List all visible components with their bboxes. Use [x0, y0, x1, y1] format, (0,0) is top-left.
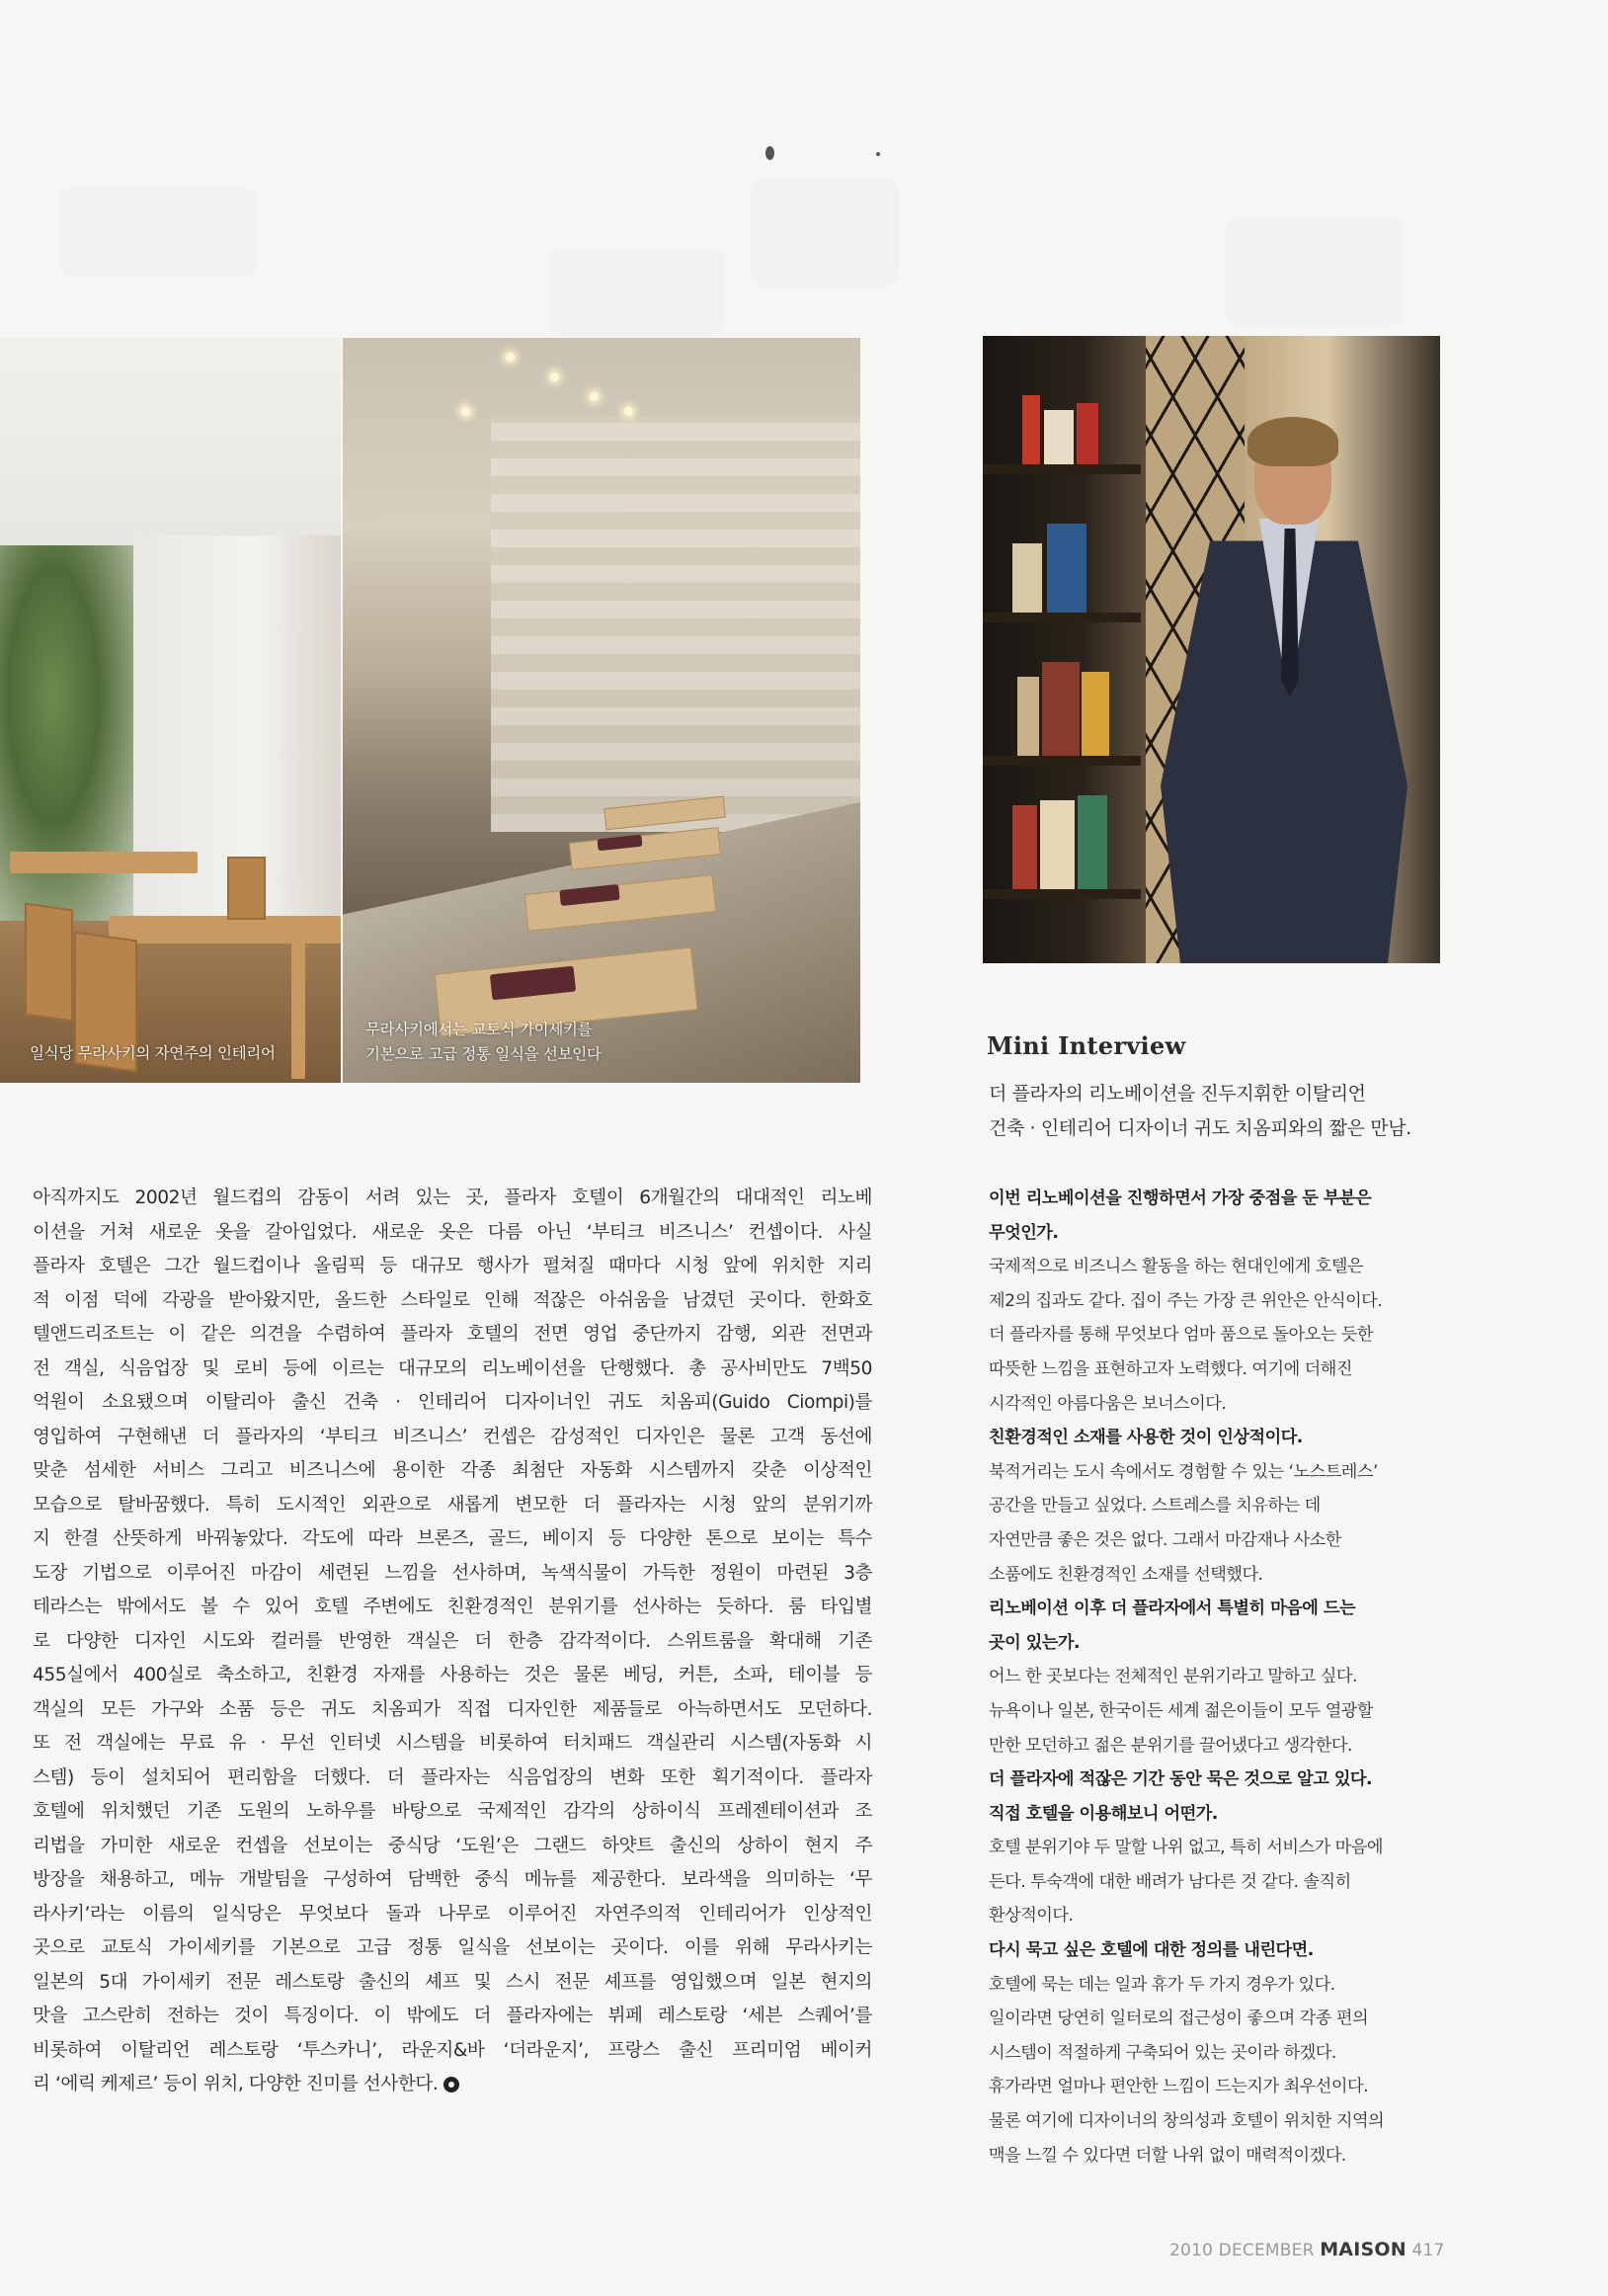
interview-answer: 공간을 만들고 싶었다. 스트레스를 치유하는 데 [989, 1496, 1321, 1517]
photo-ceiling-light [550, 372, 559, 381]
photo-book [1044, 410, 1074, 464]
print-through-shape [751, 178, 899, 287]
sushi-counter-photo [343, 338, 860, 1083]
photo-book [1012, 543, 1042, 613]
print-through-shape [1225, 217, 1403, 326]
photo-book [1017, 677, 1039, 756]
interview-intro-line: 건축 · 인테리어 디자이너 귀도 치옴피와의 짧은 만남. [989, 1117, 1411, 1139]
print-speck [876, 152, 880, 156]
photo-table-leg [291, 931, 305, 1079]
article-line: 리법을 가미한 새로운 컨셉을 선보이는 중식당 ‘도원’은 그랜드 하얏트 출신의 상하이 현지 주 [33, 1835, 873, 1856]
article-line: 맛을 고스란히 전하는 것이 특징이다. 이 밖에도 더 플라자에는 뷔페 레스토랑 ‘세븐 스퀘어’를 [33, 2006, 872, 2026]
photo-shelf [983, 613, 1141, 622]
interview-answer: 제2의 집과도 같다. 집이 주는 가장 큰 위안은 안식이다. [989, 1290, 1383, 1311]
article-line: 리 ‘에릭 케제르’ 등이 위치, 다양한 진미를 선사한다. [33, 2074, 439, 2094]
interview-answer: 북적거리는 도시 속에서도 경험할 수 있는 ‘노스트레스’ [989, 1461, 1378, 1482]
interview-answer: 시스템이 적절하게 구축되어 있는 곳이라 하겠다. [989, 2042, 1336, 2063]
article-line: 호텔에 위치했던 기존 도원의 노하우를 바탕으로 국제적인 감각의 상하이식 프레젠테이션과 조 [33, 1801, 872, 1822]
folio-date: 2010 DECEMBER [1169, 2241, 1315, 2260]
article-line: 테라스는 밖에서도 볼 수 있어 호텔 주변에도 친환경적인 분위기를 선사하는 듯하다. 룸 타입별 [33, 1597, 872, 1617]
interview-answer: 국제적으로 비즈니스 활동을 하는 현대인에게 호텔은 [989, 1257, 1364, 1277]
interview-qa [989, 1182, 1453, 2173]
article-line: 비롯하여 이탈리언 레스토랑 ‘투스카니’, 라운지&바 ‘더라운지’, 프랑스 출신 프리미엄 베이커 [33, 2039, 872, 2061]
article-last-line [33, 2068, 872, 2102]
interview-answer: 뉴욕이나 일본, 한국이든 세계 젊은이들이 모두 열광할 [989, 1700, 1374, 1721]
photo-shelf [983, 756, 1141, 766]
article-line: 도장 기법으로 이루어진 마감이 세련된 느낌을 선사하며, 녹색식물이 가득한 정원이 마련된 3층 [33, 1562, 872, 1584]
interview-question: 더 플라자에 적잖은 기간 동안 묵은 것으로 알고 있다. [989, 1769, 1373, 1790]
interview-title: Mini Interview [987, 1031, 1186, 1060]
interview-answer: 호텔에 묵는 데는 일과 휴가 두 가지 경우가 있다. [989, 1974, 1335, 1995]
article-line: 곳으로 교토식 가이세키를 기본으로 고급 정통 일식을 선보이는 곳이다. 이를 위해 무라사키는 [33, 1937, 872, 1958]
designer-portrait-photo [983, 336, 1440, 963]
print-speck [765, 146, 774, 160]
photo-table [10, 852, 198, 873]
photo-shelf [983, 889, 1141, 899]
article-line: 아직까지도 2002년 월드컵의 감동이 서려 있는 곳, 플라자 호텔이 6개월간의 대대적인 리노베 [33, 1188, 872, 1208]
interview-answer: 맥을 느낄 수 있다면 더할 나위 없이 매력적이겠다. [989, 2145, 1346, 2166]
interview-answer: 소품에도 친환경적인 소재를 선택했다. [989, 1564, 1263, 1585]
photo-chair [25, 903, 73, 1023]
photo-shelf [983, 464, 1141, 474]
interview-answer: 휴가라면 얼마나 편안한 느낌이 드는지가 최우선이다. [989, 2077, 1369, 2097]
article-body [33, 1182, 872, 2102]
interview-answer: 시각적인 아름다움은 보너스이다. [989, 1393, 1227, 1414]
article-line: 객실의 모든 가구와 소품 등은 귀도 치옴피가 직접 디자인한 제품들로 아늑하면서도 모던하다. [33, 1698, 872, 1720]
interview-question: 리노베이션 이후 더 플라자에서 특별히 마음에 드는 [989, 1599, 1356, 1619]
article-line: 영입하여 구현해낸 더 플라자의 ‘부티크 비즈니스’ 컨셉은 감성적인 디자인은 물론 고객 동선에 [33, 1426, 872, 1447]
photo-book [1022, 395, 1040, 464]
article-line: 맞춘 섬세한 서비스 그리고 비즈니스에 용이한 각종 최첨단 자동화 시스템까지 갖춘 이상적인 [33, 1460, 872, 1481]
article-line: 모습으로 탈바꿈했다. 특히 도시적인 외관으로 새롭게 변모한 더 플라자는 시청 앞의 분위기까 [33, 1494, 872, 1516]
photo-book [1040, 800, 1075, 889]
print-through-shape [548, 247, 726, 336]
photo-book [1077, 403, 1098, 464]
photo-book [1082, 672, 1109, 756]
photo-stone-wall [491, 417, 860, 832]
interview-question: 이번 리노베이션을 진행하면서 가장 중점을 둔 부분은 [989, 1189, 1372, 1208]
interview-question: 무엇인가. [989, 1222, 1059, 1243]
interview-answer: 더 플라자를 통해 무엇보다 엄마 품으로 돌아오는 듯한 [989, 1325, 1374, 1346]
interview-question: 직접 호텔을 이용해보니 어떤가. [989, 1803, 1218, 1824]
photo-ceiling-light [590, 392, 599, 401]
page-folio [1169, 2239, 1445, 2260]
article-line: 지 한결 산뜻하게 바꿔놓았다. 각도에 따라 브론즈, 골드, 베이지 등 다양한 톤으로 보이는 특수 [33, 1528, 872, 1549]
interview-answer: 물론 여기에 디자이너의 창의성과 호텔이 위치한 지역의 [989, 2111, 1385, 2132]
article-line: 전 객실, 식음업장 및 로비 등에 이르는 대규모의 리노베이션을 단행했다. 총 공사비만도 7백50 [33, 1357, 872, 1379]
end-mark-icon [443, 2077, 459, 2092]
article-line: 또 전 객실에는 무료 유 · 무선 인터넷 시스템을 비롯하여 터치패드 객실관리 시스템(자동화 시 [33, 1733, 872, 1754]
counter-photo-caption-line-1: 무라사키에서는 교토식 가이세키를 [365, 1021, 593, 1038]
interview-intro-line: 더 플라자의 리노베이션을 진두지휘한 이탈리언 [989, 1083, 1366, 1105]
interview-answer: 따뜻한 느낌을 표현하고자 노력했다. 여기에 더해진 [989, 1358, 1352, 1379]
interview-answer: 자연만큼 좋은 것은 없다. 그래서 마감재나 사소한 [989, 1529, 1341, 1550]
photo-book [1012, 805, 1037, 889]
article-line: 텔앤드리조트는 이 같은 의견을 수렴하여 플라자 호텔의 전면 영업 중단까지 감행, 외관 전면과 [33, 1324, 872, 1345]
interview-answer: 일이라면 당연히 일터로의 접근성이 좋으며 각종 편의 [989, 2009, 1369, 2029]
photo-ceiling-light [461, 407, 470, 416]
article-line: 적 이점 덕에 각광을 받아왔지만, 올드한 스타일로 인해 적잖은 아쉬움을 남겼던 곳이다. 한화호 [33, 1289, 872, 1311]
folio-page-number: 417 [1411, 2241, 1445, 2260]
interview-intro [989, 1077, 1453, 1146]
interview-question: 친환경적인 소재를 사용한 것이 인상적이다. [989, 1428, 1303, 1448]
article-line: 일본의 5대 가이세키 전문 레스토랑 출신의 셰프 및 스시 전문 셰프를 영입했으며 일본 현지의 [33, 1971, 872, 1993]
article-line: 이션을 거쳐 새로운 옷을 갈아입었다. 새로운 옷은 다름 아닌 ‘부티크 비즈니스’ 컨셉이다. 사실 [33, 1221, 872, 1243]
article-line: 스템) 등이 설치되어 편리함을 더했다. 더 플라자는 식음업장의 변화 또한 획기적이다. 플라자 [33, 1766, 872, 1788]
article-line: 455실에서 400실로 축소하고, 친환경 자재를 사용하는 것은 물론 베딩, 커튼, 소파, 테이블 등 [33, 1665, 872, 1685]
interview-question: 곳이 있는가. [989, 1632, 1081, 1653]
article-line: 로 다양한 디자인 시도와 컬러를 반영한 객실은 더 한층 감각적이다. 스위트룸을 확대해 기존 [33, 1630, 872, 1652]
photo-person-hair [1247, 417, 1338, 466]
print-through-shape [59, 188, 257, 277]
article-line: 플라자 호텔은 그간 월드컵이나 올림픽 등 대규모 행사가 펼쳐질 때마다 시청 앞에 위치한 지리 [33, 1256, 872, 1276]
interview-question: 다시 묵고 싶은 호텔에 대한 정의를 내린다면. [989, 1940, 1314, 1961]
interview-answer: 든다. 투숙객에 대한 배려가 남다른 것 같다. 솔직히 [989, 1871, 1351, 1892]
counter-photo-caption-line-2: 기본으로 고급 정통 일식을 선보인다 [365, 1045, 602, 1063]
interview-answer: 어느 한 곳보다는 전체적인 분위기라고 말하고 싶다. [989, 1667, 1357, 1687]
interview-answer: 호텔 분위기야 두 말할 나위 없고, 특히 서비스가 마음에 [989, 1838, 1383, 1858]
photo-book [1078, 795, 1107, 889]
article-line: 방장을 채용하고, 메뉴 개발팀을 구성하여 담백한 중식 메뉴를 제공한다. 보라색을 의미하는 ‘무 [33, 1869, 872, 1890]
photo-book [1042, 662, 1080, 756]
interview-answer: 만한 모던하고 젊은 분위기를 끌어냈다고 생각한다. [989, 1735, 1352, 1756]
photo-chair [227, 857, 266, 920]
photo-ceiling-light [506, 353, 515, 362]
interview-answer: 환상적이다. [989, 1906, 1074, 1927]
dining-room-photo [0, 338, 341, 1083]
photo-book [1047, 524, 1086, 613]
dining-photo-caption: 일식당 무라사키의 자연주의 인테리어 [30, 1044, 276, 1062]
folio-brand: MAISON [1320, 2239, 1407, 2260]
article-line: 억원이 소요됐으며 이탈리아 출신 건축 · 인테리어 디자이너인 귀도 치옴피(Guido Ciompi)를 [33, 1392, 872, 1413]
article-line: 라사키’라는 이름의 일식당은 무엇보다 돌과 나무로 이루어진 자연주의적 인테리어가 인상적인 [33, 1903, 872, 1925]
photo-table [109, 916, 341, 943]
photo-ceiling-light [624, 407, 633, 416]
